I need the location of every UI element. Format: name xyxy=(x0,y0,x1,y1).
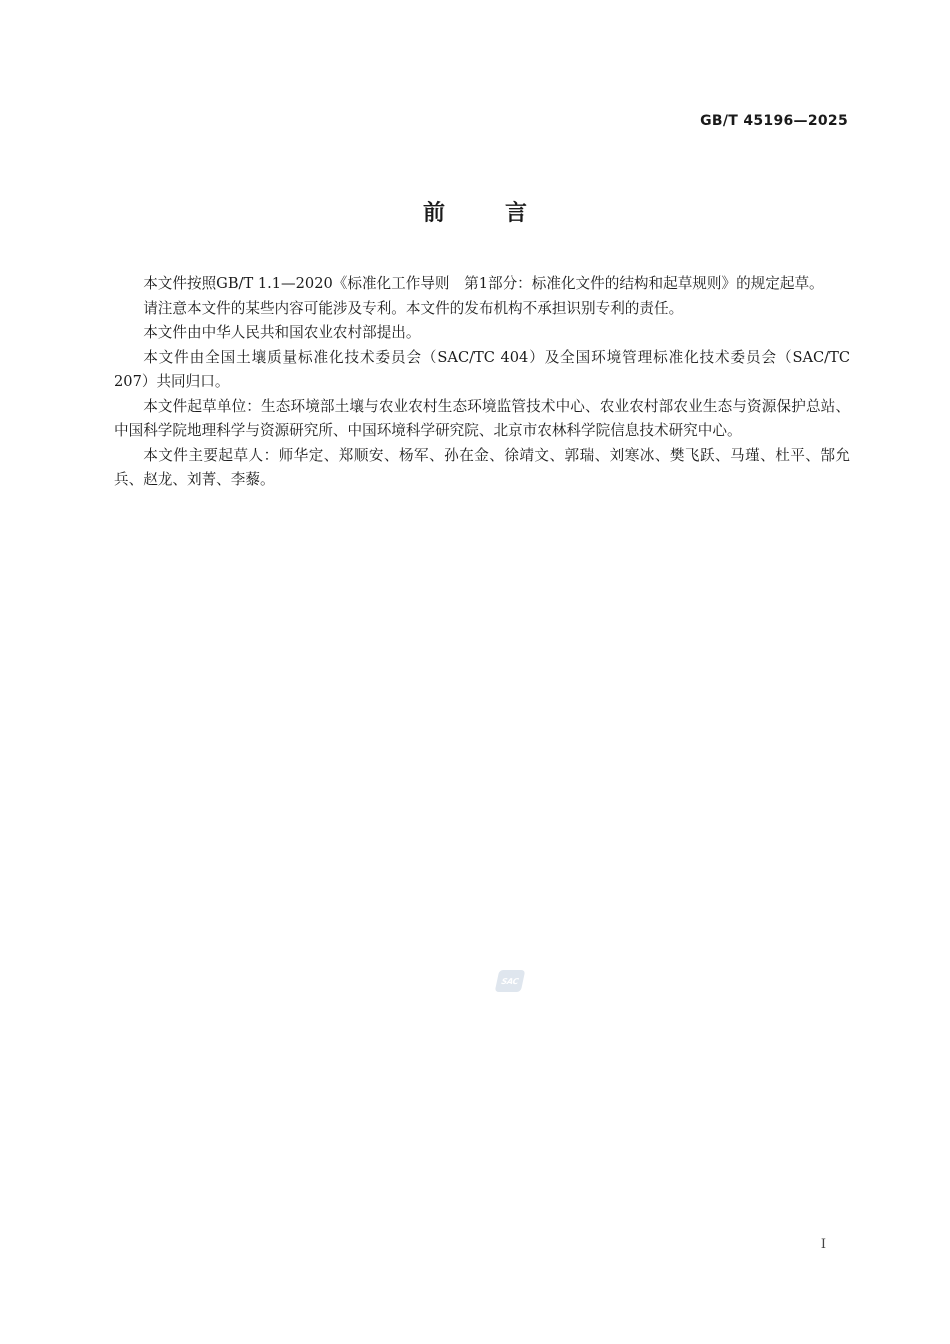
paragraph-administration: 本文件由全国土壤质量标准化技术委员会（SAC/TC 404）及全国环境管理标准化技术委员会（SAC/TC 207）共同归口。 xyxy=(114,348,850,390)
sac-logo-text: SAC xyxy=(500,976,520,986)
paragraph-drafting-rules: 本文件按照GB/T 1.1—2020《标准化工作导则 第1部分：标准化文件的结构和起草规则》的规定起草。 xyxy=(143,275,824,292)
paragraph-patent-notice: 请注意本文件的某些内容可能涉及专利。本文件的发布机构不承担识别专利的责任。 xyxy=(143,299,684,317)
sac-logo-icon xyxy=(495,970,526,992)
page-number: I xyxy=(820,1237,826,1252)
page-title: 前言 xyxy=(422,201,587,226)
standard-number: GB/T 45196—2025 xyxy=(700,113,848,129)
paragraph-drafters: 本文件主要起草人：师华定、郑顺安、杨军、孙在金、徐靖文、郭瑞、刘寒冰、樊飞跃、马瑾、杜平、郜允兵、赵龙、刘菁、李藜。 xyxy=(114,446,850,488)
paragraph-drafting-units: 本文件起草单位：生态环境部土壤与农业农村生态环境监管技术中心、农业农村部农业生态与资源保护总站、中国科学院地理科学与资源研究所、中国环境科学研究院、北京市农林科学院信息技术研究中心。 xyxy=(114,397,850,439)
foreword-body xyxy=(114,272,850,493)
paragraph-proposer: 本文件由中华人民共和国农业农村部提出。 xyxy=(143,324,421,341)
